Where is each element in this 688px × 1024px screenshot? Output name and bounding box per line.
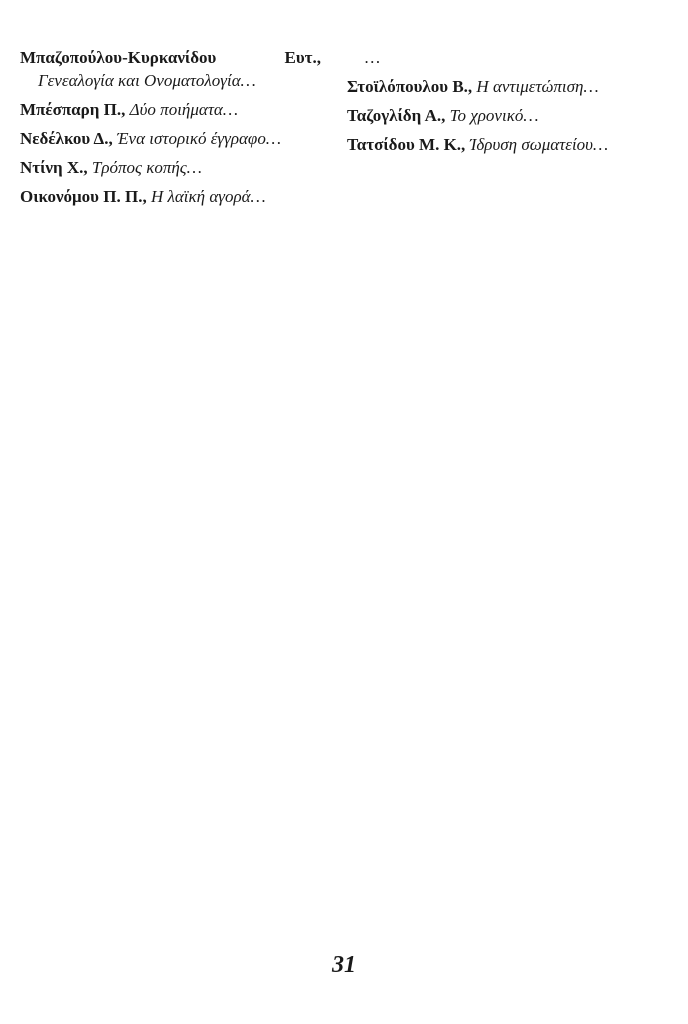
entry-works: Το χρονικό… — [449, 106, 539, 125]
index-entry — [20, 156, 321, 179]
entry-works: Ένα ιστορικό έγγραφο… — [116, 129, 281, 148]
index-entry — [347, 75, 648, 98]
entry-author: Μπέσπαρη Π., — [20, 100, 126, 119]
entry-author: Νεδέλκου Δ., — [20, 129, 113, 148]
entry-works: Δύο ποιήματα… — [129, 100, 238, 119]
right-column — [347, 46, 648, 214]
index-entry — [347, 46, 648, 69]
entry-works: Τρόπος κοπής… — [91, 158, 202, 177]
index-entry — [347, 104, 648, 127]
index-entry — [347, 133, 648, 156]
index-entry — [20, 185, 321, 208]
entry-author: Ντίνη Χ., — [20, 158, 88, 177]
entry-author: Μπαζοπούλου-Κυρκανίδου Ευτ., — [20, 48, 321, 67]
entry-works: Η αντιμετώπιση… — [476, 77, 599, 96]
entry-author: Οικονόμου Π. Π., — [20, 187, 147, 206]
index-entry — [20, 98, 321, 121]
page-number: 31 — [332, 952, 356, 978]
index-entry — [20, 127, 321, 150]
index-entry — [20, 46, 321, 92]
entry-author: Τατσίδου Μ. Κ., — [347, 135, 466, 154]
entry-works: Ίδρυση σωματείου… — [469, 135, 609, 154]
index-columns — [20, 46, 648, 214]
left-column — [20, 46, 321, 214]
entry-works: Γενεαλογία και Ονοματολογία… — [38, 71, 256, 90]
entry-author: Στοϊλόπουλου Β., — [347, 77, 473, 96]
entry-works: Η λαϊκή αγορά… — [150, 187, 266, 206]
entry-author: Ταζογλίδη Α., — [347, 106, 446, 125]
entry-works: … — [365, 48, 381, 67]
